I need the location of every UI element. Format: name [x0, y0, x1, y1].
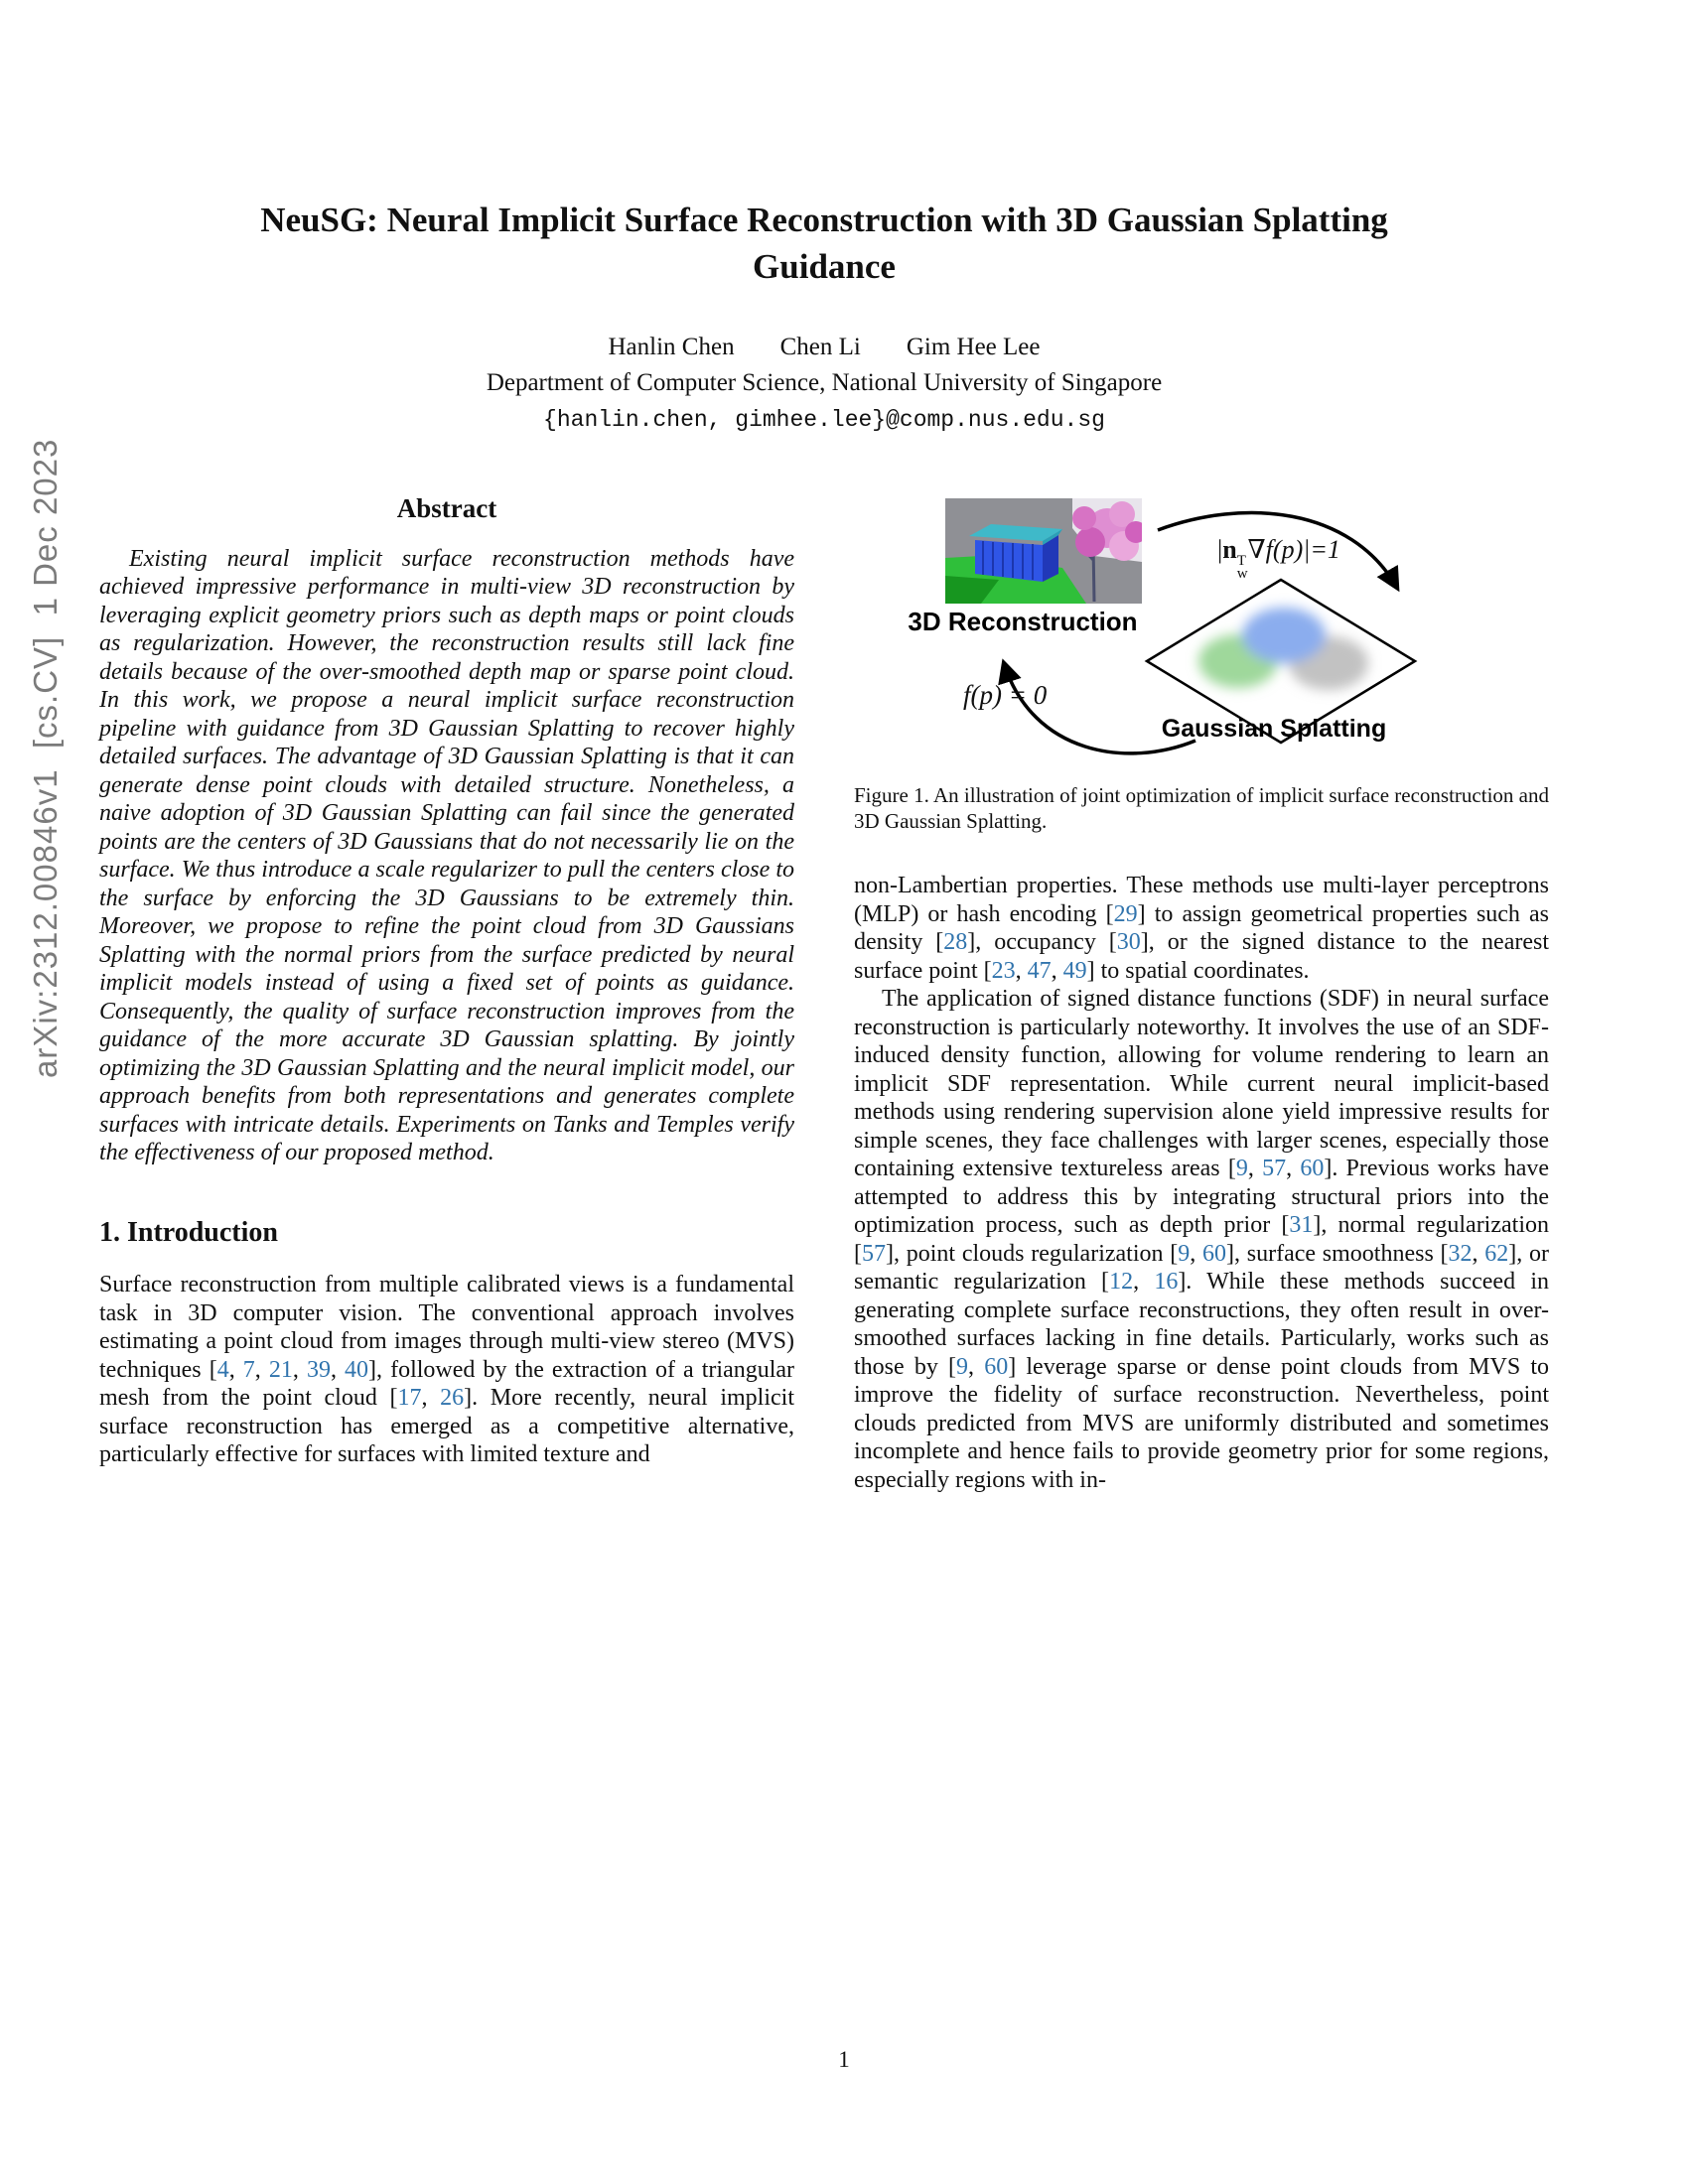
arxiv-watermark: arXiv:2312.00846v1 [cs.CV] 1 Dec 2023: [27, 438, 64, 1079]
figure1-diagram: [854, 492, 1549, 764]
sdf-zero-equation: f(p) = 0: [963, 680, 1048, 710]
reconstruction-label: 3D Reconstruction: [908, 607, 1138, 636]
page-number: 1: [838, 2047, 850, 2072]
citation-link[interactable]: 7: [242, 1356, 255, 1383]
normal-constraint-equation: |n T w ∇f(p)|=1: [1217, 535, 1340, 582]
citation-link[interactable]: 17: [397, 1385, 422, 1411]
citation-link[interactable]: 32: [1448, 1240, 1473, 1267]
abstract-heading: Abstract: [396, 493, 497, 523]
body-paragraph: The application of signed distance functions (SDF) in neural surface reconstruction is particularly noteworthy. It involves the use of an SDF-induced density function, allowing for volume rendering to learn an implicit SDF representation. While current neural implicit-based methods using rendering supervision alone yield impressive results for simple scenes, they face challenges with larger scenes, especially those containing extensive textureless areas [9, 57, 60]. Previous works have attempted to address this by integrating structural priors into the optimization process, such as depth prior [31], normal regularization [57], point clouds regularization [9, 60], surface smoothness [32, 62], or semantic regularization [12, 16]. While these methods succeed in generating complete surface reconstructions, they often result in over-smoothed surfaces lacking in fine details. Particularly, works such as those by [9, 60] leverage sparse or dense point clouds from MVS to improve the fidelity of surface reconstruction. Nevertheless, point clouds predicted from MVS are uniformly distributed and sometimes incomplete and hence fails to provide geometry prior for some regions, especially regions with in-: [854, 986, 1550, 1493]
author-name: Chen Li: [779, 334, 861, 360]
citation-link[interactable]: 9: [1178, 1240, 1191, 1267]
gaussian-blob-blue: [1242, 608, 1326, 663]
citation-link[interactable]: 57: [862, 1240, 886, 1267]
citation-link[interactable]: 60: [1202, 1240, 1226, 1267]
paper-title-line1: NeuSG: Neural Implicit Surface Reconstruction with 3D Gaussian Splatting: [260, 201, 1388, 239]
author-list: [99, 334, 1549, 361]
left-column: [99, 488, 794, 1494]
citation-link[interactable]: 12: [1109, 1269, 1134, 1295]
abstract-text: Existing neural implicit surface reconstruction methods have achieved impressive performance in multi-view 3D reconstruction by leveraging explicit geometry priors such as depth maps or point clouds as regularization. However, the reconstruction results still lack fine details because of the over-smoothed depth map or sparse point cloud. In this work, we propose a neural implicit surface reconstruction pipeline with guidance from 3D Gaussian Splatting to recover highly detailed surfaces. The advantage of 3D Gaussian Splatting is that it can generate dense point clouds with detailed structure. Nonetheless, a naive adoption of 3D Gaussian Splatting can fail since the generated points are the centers of 3D Gaussians that do not necessarily lie on the surface. We thus introduce a scale regularizer to pull the centers close to the surface by enforcing the 3D Gaussians to be extremely thin. Moreover, we propose to refine the point cloud from 3D Gaussians Splatting with the normal priors from the surface predicted by neural implicit models instead of using a fixed set of points as guidance. Consequently, the quality of surface reconstruction improves from the guidance of the more accurate 3D Gaussian splatting. By jointly optimizing the 3D Gaussian Splatting and the neural implicit model, our approach benefits from both representations and generates complete surfaces with intricate details. Experiments on Tanks and Temples verify the effectiveness of our proposed method.: [99, 545, 794, 1165]
right-column-body: [854, 872, 1549, 1494]
section-heading-introduction: 1. Introduction: [99, 1216, 278, 1248]
author-name: Hanlin Chen: [608, 334, 735, 360]
citation-link[interactable]: 60: [984, 1353, 1009, 1380]
email-line: {hanlin.chen, gimhee.lee}@comp.nus.edu.sg: [543, 407, 1105, 433]
citation-link[interactable]: 57: [1262, 1156, 1287, 1181]
citation-link[interactable]: 40: [345, 1356, 369, 1383]
affiliation: Department of Computer Science, National University of Singapore: [486, 369, 1163, 396]
citation-link[interactable]: 30: [1116, 929, 1141, 955]
citation-link[interactable]: 47: [1027, 957, 1052, 984]
two-column-layout: [99, 488, 1549, 1494]
citation-link[interactable]: 49: [1062, 957, 1087, 984]
gaussian-splatting-label: Gaussian Splatting: [1161, 715, 1387, 743]
citation-link[interactable]: 9: [1235, 1156, 1248, 1181]
introduction-paragraph: Surface reconstruction from multiple calibrated views is a fundamental task in 3D computer vision. The conventional approach involves estimating a point cloud from images through multi-view stereo (MVS) techniques [4, 7, 21, 39, 40], followed by the extraction of a triangular mesh from the point cloud [17, 26]. More recently, neural implicit surface reconstruction has emerged as a competitive alternative, particularly effective for surfaces with limited texture and: [99, 1272, 795, 1467]
right-column: [854, 488, 1549, 1494]
citation-link[interactable]: 29: [1113, 900, 1138, 927]
citation-link[interactable]: 39: [306, 1356, 331, 1383]
citation-link[interactable]: 28: [943, 929, 968, 955]
citation-link[interactable]: 9: [956, 1353, 969, 1380]
citation-link[interactable]: 60: [1300, 1156, 1325, 1181]
citation-link[interactable]: 21: [268, 1356, 293, 1383]
citation-link[interactable]: 26: [440, 1385, 465, 1411]
paper-title-line2: Guidance: [753, 247, 896, 286]
citation-link[interactable]: 23: [991, 957, 1016, 984]
citation-link[interactable]: 16: [1154, 1269, 1179, 1295]
body-paragraph: non-Lambertian properties. These methods use multi-layer perceptrons (MLP) or hash encoding [29] to assign geometrical properties such as density [28], occupancy [30], or the signed distance to the nearest surface point [23, 47, 49] to spatial coordinates.: [854, 873, 1550, 984]
author-name: Gim Hee Lee: [906, 334, 1041, 360]
paper-title: [99, 197, 1549, 290]
citation-link[interactable]: 62: [1484, 1240, 1509, 1267]
citation-link[interactable]: 4: [216, 1356, 229, 1383]
figure1-caption: Figure 1. An illustration of joint optimization of implicit surface reconstruction and 3D Gaussian Splatting.: [854, 783, 1549, 833]
citation-link[interactable]: 31: [1289, 1212, 1314, 1238]
supsub-stack: T w: [1236, 553, 1248, 582]
